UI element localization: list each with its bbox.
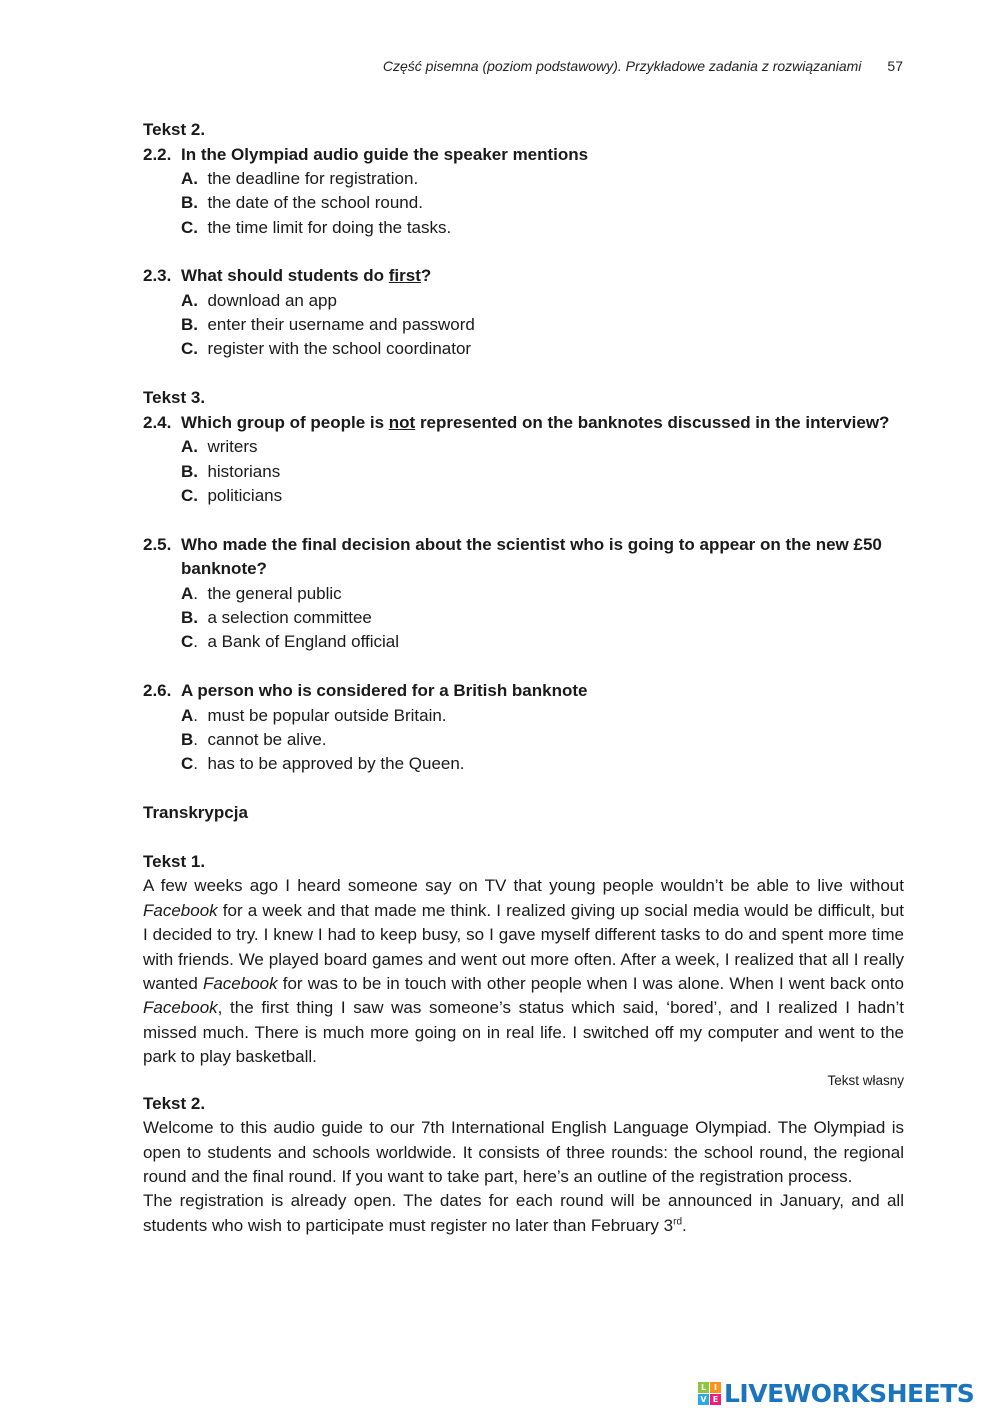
page-number: 57 — [887, 58, 903, 74]
section-label: Tekst 3. — [143, 388, 206, 408]
answer-option[interactable]: C. has to be approved by the Queen. — [181, 754, 465, 774]
question — [143, 143, 904, 168]
page-header — [0, 58, 903, 74]
question-number: 2.2. — [143, 144, 172, 164]
answer-option[interactable]: A. must be popular outside Britain. — [181, 705, 447, 725]
liveworksheets-logo — [698, 1378, 974, 1408]
question — [143, 411, 904, 436]
transcript-text2-p2: The registration is already open. The dates for each round will be announced in January, and all students who wish to participate must register no later than February 3rd. — [143, 1191, 904, 1235]
transcript-text1: A few weeks ago I heard someone say on TV that young people wouldn’t be able to live without Facebook for a week and that made me think. I realized giving up social media would be difficult, but I decided to try. I knew I had to keep busy, so I gave myself different tasks to do and spent more time with friends. We played board games and went out more often. After a week, I realized that all I really wanted Facebook for was to be in touch with other people when I was alone. When I went back onto Facebook, the first thing I saw was someone’s status which said, ‘bored’, and I realized I hadn’t missed much. There is much more going on in real life. I switched off my computer and went to the park to play basketball. — [143, 876, 904, 1067]
answer-option[interactable]: A. writers — [181, 437, 258, 457]
transcript-heading: Transkrypcja — [143, 802, 248, 822]
answer-option[interactable]: A. the deadline for registration. — [181, 169, 419, 188]
question — [143, 679, 904, 704]
logo-icon: L I V E — [698, 1382, 721, 1405]
question-text: A person who is considered for a British banknote — [181, 681, 588, 701]
transcript-text2-p1: Welcome to this audio guide to our 7th International English Language Olympiad. The Olympiad is open to students and schools worldwide. It consists of three rounds: the school round, the regional round and the final round. If you want to take part, here’s an outline of the registration process. — [143, 1118, 904, 1187]
header-title: Część pisemna (poziom podstawowy). Przykładowe zadania z rozwiązaniami — [382, 58, 862, 74]
answer-option[interactable]: B. enter their username and password — [181, 315, 475, 335]
answer-option[interactable]: B. cannot be alive. — [181, 729, 327, 749]
question-number: 2.5. — [143, 534, 172, 554]
question — [143, 264, 904, 289]
section-label: Tekst 2. — [143, 120, 206, 139]
question-number: 2.4. — [143, 412, 172, 432]
question-text: In the Olympiad audio guide the speaker mentions — [181, 144, 589, 164]
question — [143, 533, 904, 582]
answer-option[interactable]: C. the time limit for doing the tasks. — [181, 217, 452, 237]
answer-option[interactable]: C. register with the school coordinator — [181, 339, 472, 359]
source-note: Tekst własny — [827, 1072, 904, 1088]
answer-option[interactable]: B. a selection committee — [181, 607, 372, 627]
answer-option[interactable]: C. politicians — [181, 485, 283, 505]
question-number: 2.6. — [143, 681, 172, 701]
question-text: Who made the final decision about the scientist who is going to appear on the new £50 banknote? — [181, 534, 882, 579]
question-text: Which group of people is not represented on the banknotes discussed in the interview? — [181, 412, 890, 432]
answer-option[interactable]: A. the general public — [181, 583, 342, 603]
question-text: What should students do first? — [181, 266, 432, 286]
transcript-text1-label: Tekst 1. — [143, 851, 206, 871]
answer-option[interactable]: B. the date of the school round. — [181, 193, 423, 213]
transcript-text2-label: Tekst 2. — [143, 1093, 206, 1113]
answer-option[interactable]: B. historians — [181, 461, 281, 481]
answer-option[interactable]: A. download an app — [181, 290, 337, 310]
question-number: 2.3. — [143, 266, 172, 286]
answer-option[interactable]: C. a Bank of England official — [181, 632, 399, 652]
logo-text: LIVEWORKSHEETS — [724, 1378, 975, 1408]
page-content — [143, 118, 904, 1238]
